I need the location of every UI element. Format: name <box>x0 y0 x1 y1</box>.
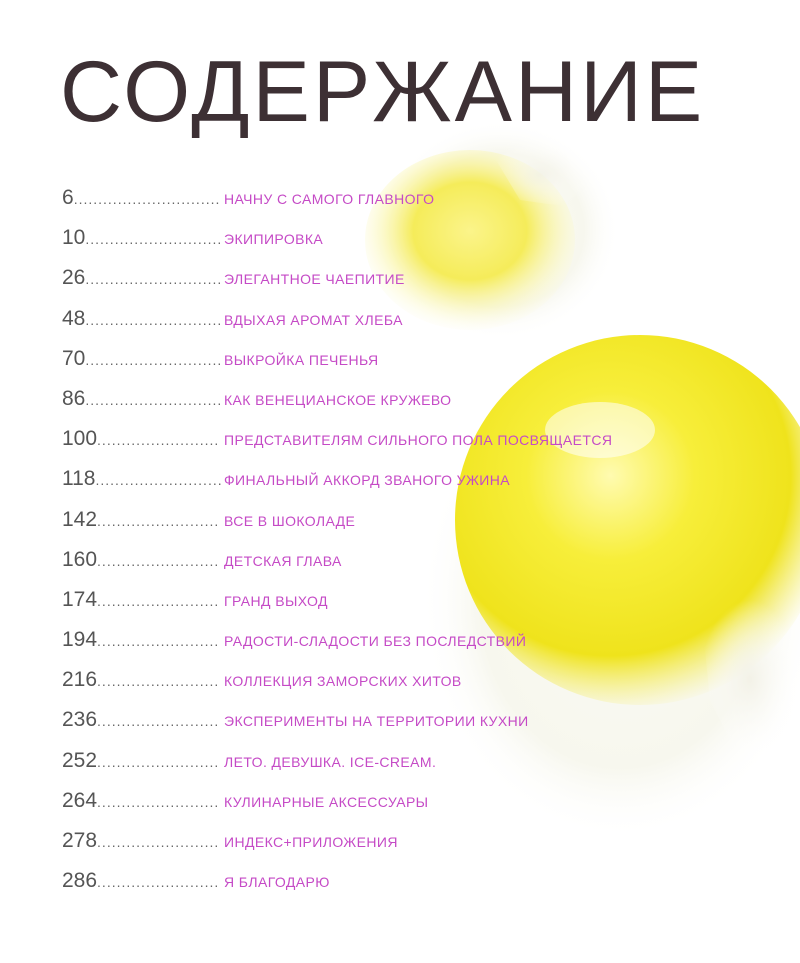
toc-page-number: 160 <box>62 547 98 571</box>
toc-entry <box>62 548 612 588</box>
toc-page-number: 174 <box>62 587 98 611</box>
toc-chapter-title: ЭКСПЕРИМЕНТЫ НА ТЕРРИТОРИИ КУХНИ <box>224 713 529 730</box>
toc-entry <box>62 467 612 507</box>
toc-leader-dots: ......................... <box>97 874 220 891</box>
toc-chapter-title: РАДОСТИ-СЛАДОСТИ БЕЗ ПОСЛЕДСТВИЙ <box>224 633 527 650</box>
toc-chapter-title: КУЛИНАРНЫЕ АКСЕССУАРЫ <box>224 793 429 810</box>
toc-entry <box>62 387 612 427</box>
toc-chapter-title: КОЛЛЕКЦИЯ ЗАМОРСКИХ ХИТОВ <box>224 673 462 690</box>
toc-leader-dots: ............................ <box>85 351 223 368</box>
toc-chapter-title: ДЕТСКАЯ ГЛАВА <box>224 552 342 569</box>
toc-page-number: 236 <box>62 708 98 732</box>
toc-page-number: 278 <box>62 829 98 852</box>
toc-leader-dots: ............................ <box>85 311 223 328</box>
toc-chapter-title: Я БЛАГОДАРЮ <box>224 874 330 891</box>
toc-entry <box>62 749 612 789</box>
toc-leader-dots: ......................... <box>97 673 220 690</box>
toc-leader-dots: ......................... <box>97 552 220 569</box>
toc-page-number: 118 <box>62 467 96 491</box>
toc-chapter-title: ВДЫХАЯ АРОМАТ ХЛЕБА <box>224 311 403 328</box>
toc-chapter-title: ЭКИПИРОВКА <box>224 231 324 248</box>
toc-page-number: 70 <box>62 346 86 370</box>
toc-entry <box>62 869 612 909</box>
table-of-contents <box>62 186 612 909</box>
toc-entry <box>62 708 612 748</box>
toc-leader-dots: ............................ <box>85 271 223 288</box>
toc-leader-dots: ......................... <box>97 432 220 449</box>
toc-entry <box>62 307 612 347</box>
toc-entry <box>62 427 612 467</box>
toc-entry <box>62 226 612 266</box>
toc-leader-dots: ......................... <box>97 512 220 529</box>
toc-chapter-title: ЛЕТО. ДЕВУШКА. ICE-CREAM. <box>224 753 437 770</box>
toc-entry <box>62 588 612 628</box>
toc-entry <box>62 347 612 387</box>
toc-entry <box>62 628 612 668</box>
toc-page-number: 100 <box>62 427 98 451</box>
toc-chapter-title: ВСЕ В ШОКОЛАДЕ <box>224 512 356 529</box>
toc-chapter-title: ИНДЕКС+ПРИЛОЖЕНИЯ <box>224 834 398 850</box>
toc-entry <box>62 508 612 548</box>
toc-leader-dots: ......................... <box>97 834 220 850</box>
toc-leader-dots: ......................... <box>97 753 220 770</box>
toc-page-number: 194 <box>62 628 98 652</box>
toc-page-number: 264 <box>62 788 98 812</box>
toc-page-number: 252 <box>62 748 98 772</box>
toc-entry <box>62 789 612 829</box>
toc-entry <box>62 829 612 869</box>
toc-chapter-title: ПРЕДСТАВИТЕЛЯМ СИЛЬНОГО ПОЛА ПОСВЯЩАЕТСЯ <box>224 432 613 449</box>
toc-leader-dots: ......................... <box>97 633 220 650</box>
toc-chapter-title: ГРАНД ВЫХОД <box>224 592 328 609</box>
toc-entry <box>62 186 612 226</box>
toc-page-number: 286 <box>62 869 98 893</box>
toc-chapter-title: ФИНАЛЬНЫЙ АККОРД ЗВАНОГО УЖИНА <box>224 472 511 489</box>
toc-leader-dots: ......................... <box>97 713 220 730</box>
toc-page-number: 86 <box>62 386 86 410</box>
toc-page-number: 48 <box>62 306 86 330</box>
toc-leader-dots: ............................ <box>85 391 223 408</box>
toc-page-number: 216 <box>62 668 98 692</box>
toc-leader-dots: ......................... <box>97 793 220 810</box>
toc-entry <box>62 668 612 708</box>
toc-leader-dots: ......................... <box>97 592 220 609</box>
toc-entry <box>62 266 612 306</box>
toc-leader-dots: .......................... <box>95 472 223 489</box>
toc-page-number: 10 <box>62 226 86 250</box>
toc-page-number: 142 <box>62 507 98 531</box>
toc-page-number: 26 <box>62 266 86 290</box>
toc-chapter-title: КАК ВЕНЕЦИАНСКОЕ КРУЖЕВО <box>224 391 452 408</box>
toc-chapter-title: ВЫКРОЙКА ПЕЧЕНЬЯ <box>224 351 379 368</box>
toc-leader-dots: .............................. <box>73 191 221 207</box>
toc-leader-dots: ............................ <box>85 231 223 248</box>
toc-chapter-title: НАЧНУ С САМОГО ГЛАВНОГО <box>224 191 435 207</box>
page-title: СОДЕРЖАНИЕ <box>60 44 706 140</box>
toc-chapter-title: ЭЛЕГАНТНОЕ ЧАЕПИТИЕ <box>224 271 405 288</box>
toc-page-number: 6 <box>62 186 74 209</box>
